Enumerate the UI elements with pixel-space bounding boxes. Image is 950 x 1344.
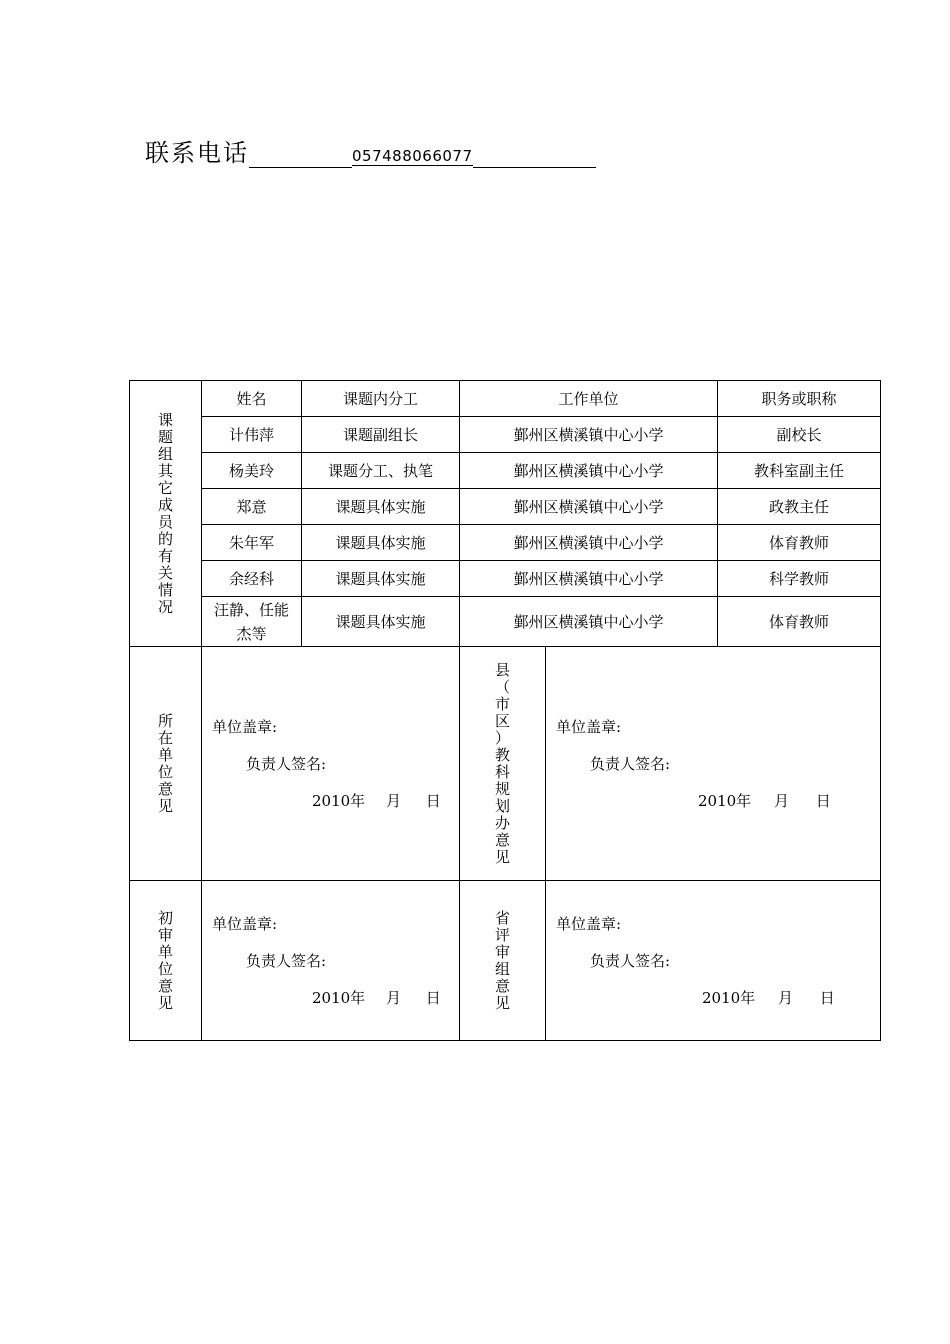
vertical-char: 情 [157, 580, 173, 599]
vertical-char: 位 [157, 959, 173, 978]
header-division: 课题内分工 [302, 381, 460, 417]
member-name: 郑意 [202, 489, 302, 525]
underline-blank [473, 139, 596, 168]
vertical-char: 员 [157, 512, 173, 531]
vertical-char: 规 [494, 779, 510, 798]
vertical-char: 办 [494, 813, 510, 832]
vertical-char: 的 [157, 529, 173, 548]
vertical-char: 区 [494, 711, 510, 730]
vertical-text [130, 910, 201, 1012]
member-title: 副校长 [718, 417, 881, 453]
county-opinion-label [460, 647, 546, 881]
initial-opinion-label [130, 881, 202, 1041]
member-workplace: 鄞州区横溪镇中心小学 [460, 525, 718, 561]
seal-label: 单位盖章: [556, 718, 622, 736]
date-year: 2010年 [312, 792, 366, 810]
contact-label: 联系电话 [145, 139, 249, 167]
member-division: 课题具体实施 [302, 489, 460, 525]
member-row [130, 417, 881, 453]
vertical-char: 省 [494, 908, 510, 927]
date-day: 日 [815, 792, 831, 810]
vertical-char: 成 [157, 495, 173, 514]
vertical-char: 题 [157, 427, 173, 446]
members-section-label [130, 381, 202, 647]
member-title: 科学教师 [718, 561, 881, 597]
member-name: 杨美玲 [202, 453, 302, 489]
vertical-char: 审 [157, 925, 173, 944]
date-day: 日 [425, 792, 441, 810]
member-workplace: 鄞州区横溪镇中心小学 [460, 453, 718, 489]
member-row [130, 525, 881, 561]
member-workplace: 鄞州区横溪镇中心小学 [460, 561, 718, 597]
member-row [130, 453, 881, 489]
opinion-row-lower [130, 881, 881, 1041]
member-title: 政教主任 [718, 489, 881, 525]
underline-blank [249, 139, 352, 168]
vertical-char: 所 [157, 711, 173, 730]
contact-phone-line [145, 133, 596, 168]
phone-number: 057488066077 [352, 147, 473, 165]
vertical-text [130, 713, 201, 815]
vertical-char: 组 [157, 444, 173, 463]
vertical-char: 其 [157, 461, 173, 480]
vertical-char: 在 [157, 728, 173, 747]
vertical-char: 评 [494, 925, 510, 944]
vertical-char: 课 [157, 410, 173, 429]
vertical-char: 教 [494, 745, 510, 764]
date-line [202, 987, 459, 1008]
member-division: 课题具体实施 [302, 597, 460, 647]
vertical-text [460, 662, 545, 866]
member-row [130, 489, 881, 525]
date-day: 日 [425, 989, 441, 1007]
opinion-row-upper [130, 647, 881, 881]
vertical-char: 见 [494, 993, 510, 1012]
member-division: 课题副组长 [302, 417, 460, 453]
member-name: 朱年军 [202, 525, 302, 561]
province-opinion-label [460, 881, 546, 1041]
member-workplace: 鄞州区横溪镇中心小学 [460, 489, 718, 525]
vertical-char: 见 [157, 993, 173, 1012]
date-year: 2010年 [702, 989, 756, 1007]
member-name: 余经科 [202, 561, 302, 597]
signature-label: 负责人签名: [246, 755, 327, 773]
seal-label: 单位盖章: [212, 718, 278, 736]
member-title: 体育教师 [718, 597, 881, 647]
vertical-char: 意 [157, 976, 173, 995]
date-year: 2010年 [698, 792, 752, 810]
vertical-char: 况 [157, 597, 173, 616]
date-month: 月 [777, 989, 793, 1007]
vertical-char: 有 [157, 546, 173, 565]
members-header-row [130, 381, 881, 417]
member-division: 课题具体实施 [302, 525, 460, 561]
date-month: 月 [385, 989, 401, 1007]
vertical-char: 见 [157, 796, 173, 815]
date-line [546, 987, 880, 1008]
vertical-char: 单 [157, 942, 173, 961]
header-name: 姓名 [202, 381, 302, 417]
date-month: 月 [773, 792, 789, 810]
vertical-char: （ [494, 677, 510, 696]
vertical-char: 划 [494, 796, 510, 815]
seal-label: 单位盖章: [556, 915, 622, 933]
member-row [130, 561, 881, 597]
vertical-text [130, 412, 201, 616]
initial-opinion-box [202, 881, 460, 1041]
date-year: 2010年 [312, 989, 366, 1007]
vertical-char: 初 [157, 908, 173, 927]
vertical-char: 它 [157, 478, 173, 497]
date-line [202, 790, 459, 811]
header-workplace: 工作单位 [460, 381, 718, 417]
member-title: 体育教师 [718, 525, 881, 561]
date-line [546, 790, 880, 811]
date-month: 月 [385, 792, 401, 810]
county-opinion-box [546, 647, 881, 881]
vertical-char: 单 [157, 745, 173, 764]
signature-label: 负责人签名: [246, 952, 327, 970]
member-row [130, 597, 881, 647]
signature-label: 负责人签名: [590, 755, 671, 773]
member-division: 课题分工、执笔 [302, 453, 460, 489]
seal-label: 单位盖章: [212, 915, 278, 933]
vertical-text [460, 910, 545, 1012]
member-workplace: 鄞州区横溪镇中心小学 [460, 597, 718, 647]
member-name: 计伟萍 [202, 417, 302, 453]
province-opinion-box [546, 881, 881, 1041]
vertical-char: 见 [494, 847, 510, 866]
application-form-table [129, 380, 881, 1041]
vertical-char: 市 [494, 694, 510, 713]
vertical-char: ） [494, 728, 510, 747]
vertical-char: 意 [494, 830, 510, 849]
signature-label: 负责人签名: [590, 952, 671, 970]
unit-opinion-label [130, 647, 202, 881]
vertical-char: 县 [494, 660, 510, 679]
member-workplace: 鄞州区横溪镇中心小学 [460, 417, 718, 453]
vertical-char: 科 [494, 762, 510, 781]
header-title: 职务或职称 [718, 381, 881, 417]
vertical-char: 意 [494, 976, 510, 995]
vertical-char: 关 [157, 563, 173, 582]
vertical-char: 组 [494, 959, 510, 978]
vertical-char: 审 [494, 942, 510, 961]
vertical-char: 位 [157, 762, 173, 781]
date-day: 日 [819, 989, 835, 1007]
vertical-char: 意 [157, 779, 173, 798]
member-name: 汪静、任能杰等 [202, 597, 302, 647]
member-title: 教科室副主任 [718, 453, 881, 489]
member-division: 课题具体实施 [302, 561, 460, 597]
unit-opinion-box [202, 647, 460, 881]
